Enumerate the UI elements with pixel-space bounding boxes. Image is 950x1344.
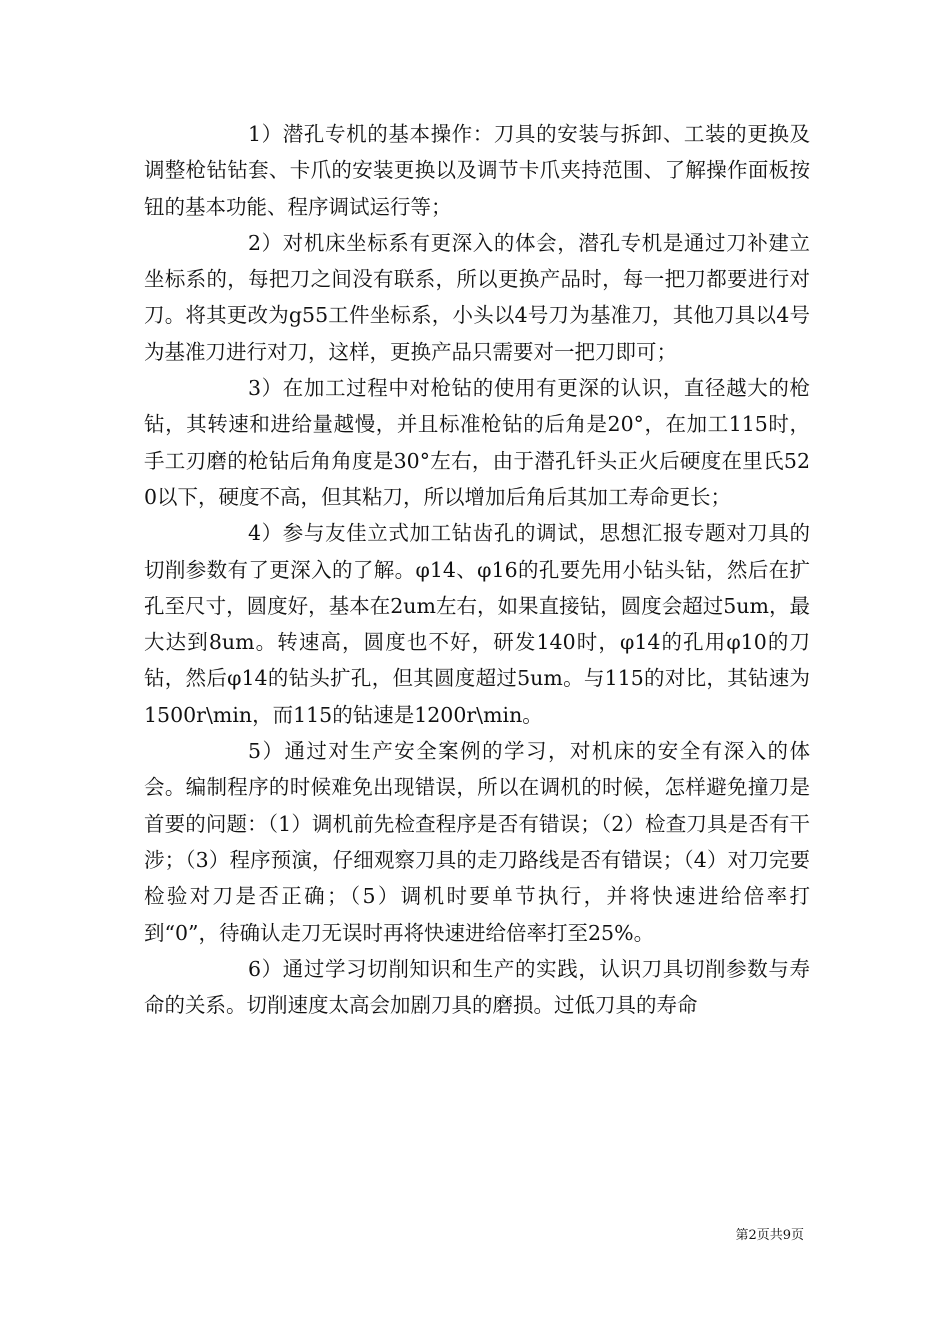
paragraph-1: 1）潜孔专机的基本操作：刀具的安装与拆卸、工装的更换及调整枪钻钻套、卡爪的安装更换以及调节卡爪夹持范围、了解操作面板按钮的基本功能、程序调试运行等； (144, 122, 810, 219)
paragraph-3: 3）在加工过程中对枪钻的使用有更深的认识，直径越大的枪钻，其转速和进给量越慢，并且标准枪钻的后角是20°，在加工115时，手工刃磨的枪钻后角角度是30°左右，由于潜孔钎头正火后硬度在里氏520以下，硬度不高，但其粘刀，所以增加后角后其加工寿命更长； (144, 376, 810, 509)
paragraph-2: 2）对机床坐标系有更深入的体会，潜孔专机是通过刀补建立坐标系的，每把刀之间没有联系，所以更换产品时，每一把刀都要进行对刀。将其更改为g55工件坐标系，小头以4号刀为基准刀，其他刀具以4号为基准刀进行对刀，这样，更换产品只需要对一把刀即可； (144, 230, 810, 364)
paragraph-4: 4）参与友佳立式加工钻齿孔的调试，思想汇报专题对刀具的切削参数有了更深入的了解。φ14、φ16的孔要先用小钻头钻，然后在扩孔至尺寸，圆度好，基本在2um左右，如果直接钻，圆度会超过5um，最大达到8um。转速高，圆度也不好，研发140时，φ14的孔用φ10的刀钻，然后φ14的钻头扩孔，但其圆度超过5um。与115的对比，其钻速为1500r\min，而115的钻速是1200r\min。 (144, 521, 810, 727)
page-number-footer: 第2页共9页 (735, 1228, 804, 1243)
paragraph-6: 6）通过学习切削知识和生产的实践，认识刀具切削参数与寿命的关系。切削速度太高会加剧刀具的磨损。过低刀具的寿命 (144, 956, 810, 1018)
paragraph-5: 5）通过对生产安全案例的学习，对机床的安全有深入的体会。编制程序的时候难免出现错误，所以在调机的时候，怎样避免撞刀是首要的问题：（1）调机前先检查程序是否有错误；（2）检查刀具是否有干涉；（3）程序预演，仔细观察刀具的走刀路线是否有错误；（4）对刀完要检验对刀是否正确；（5）调机时要单节执行，并将快速进给倍率打到“0”，待确认走刀无误时再将快速进给倍率打至25%。 (144, 739, 810, 945)
document-body (144, 116, 810, 1023)
